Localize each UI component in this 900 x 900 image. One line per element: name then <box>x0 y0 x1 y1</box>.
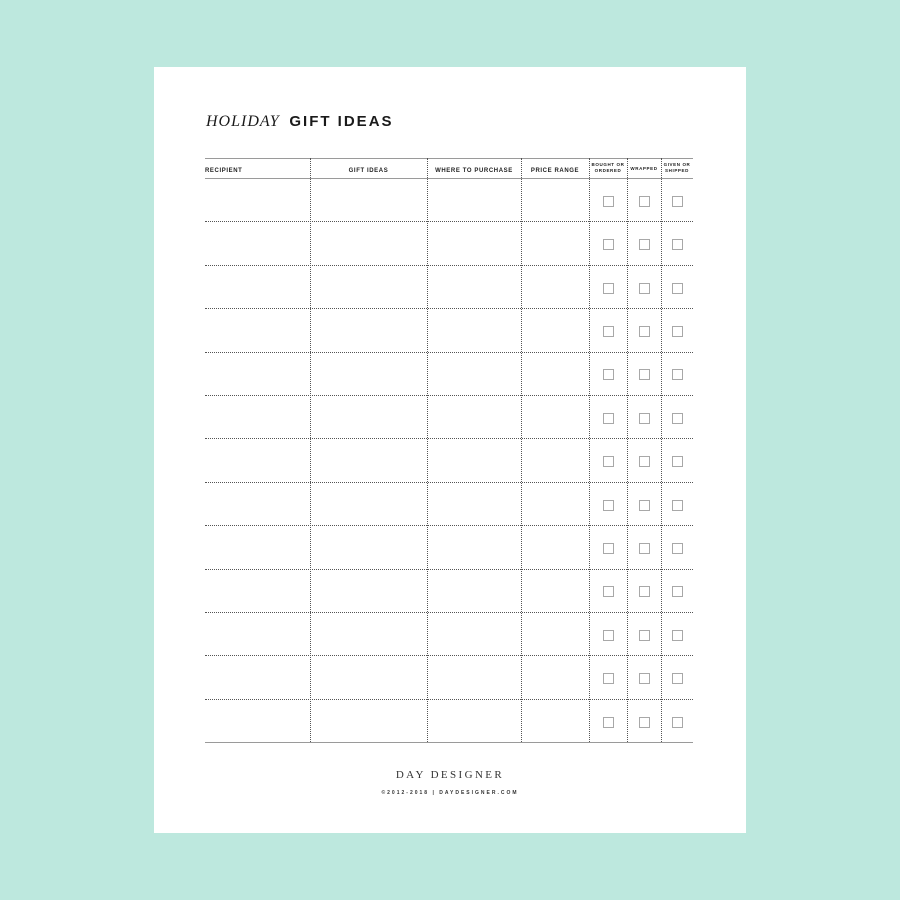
checkbox[interactable] <box>603 369 614 380</box>
checkbox[interactable] <box>639 630 650 641</box>
column-header: WHERE TO PURCHASE <box>435 168 513 174</box>
checkbox[interactable] <box>672 196 683 207</box>
checkbox[interactable] <box>603 586 614 597</box>
checkbox[interactable] <box>639 500 650 511</box>
checkbox[interactable] <box>639 673 650 684</box>
row-divider <box>205 221 693 222</box>
checkbox[interactable] <box>672 586 683 597</box>
gift-table <box>205 158 693 740</box>
copyright-line: ©2012-2018 | DAYDESIGNER.COM <box>381 790 519 796</box>
checkbox[interactable] <box>672 630 683 641</box>
table-bottom-rule <box>205 742 693 743</box>
row-divider <box>205 352 693 353</box>
checkbox[interactable] <box>603 196 614 207</box>
checkbox[interactable] <box>603 456 614 467</box>
header-top-rule <box>205 158 693 159</box>
column-header: RECIPIENT <box>205 168 243 174</box>
checkbox[interactable] <box>672 500 683 511</box>
checkbox[interactable] <box>603 283 614 294</box>
checkbox[interactable] <box>639 717 650 728</box>
checkbox[interactable] <box>603 717 614 728</box>
checkbox[interactable] <box>672 717 683 728</box>
checkbox[interactable] <box>639 413 650 424</box>
row-divider <box>205 265 693 266</box>
checkbox[interactable] <box>672 326 683 337</box>
header-bottom-rule <box>205 178 693 179</box>
checkbox[interactable] <box>603 673 614 684</box>
checkbox[interactable] <box>672 239 683 250</box>
checkbox[interactable] <box>639 543 650 554</box>
column-header: WRAPPED <box>630 166 658 171</box>
title-italic: HOLIDAY <box>206 113 280 130</box>
row-divider <box>205 438 693 439</box>
row-divider <box>205 308 693 309</box>
row-divider <box>205 482 693 483</box>
printable-sheet <box>154 67 746 833</box>
checkbox[interactable] <box>672 543 683 554</box>
checkbox[interactable] <box>672 673 683 684</box>
row-divider <box>205 699 693 700</box>
column-header: GIVEN OR SHIPPED <box>663 162 691 173</box>
row-divider <box>205 395 693 396</box>
row-divider <box>205 569 693 570</box>
checkbox[interactable] <box>672 413 683 424</box>
checkbox[interactable] <box>603 239 614 250</box>
checkbox[interactable] <box>603 413 614 424</box>
checkbox[interactable] <box>639 456 650 467</box>
checkbox[interactable] <box>603 630 614 641</box>
row-divider <box>205 612 693 613</box>
title-bold: GIFT IDEAS <box>289 113 394 130</box>
checkbox[interactable] <box>639 283 650 294</box>
checkbox[interactable] <box>672 456 683 467</box>
checkbox[interactable] <box>603 326 614 337</box>
row-divider <box>205 655 693 656</box>
column-header: GIFT IDEAS <box>348 168 389 174</box>
page-title <box>206 113 394 131</box>
column-header: BOUGHT OR ORDERED <box>591 162 625 173</box>
checkbox[interactable] <box>639 369 650 380</box>
checkbox[interactable] <box>672 369 683 380</box>
checkbox[interactable] <box>672 283 683 294</box>
row-divider <box>205 525 693 526</box>
checkbox[interactable] <box>639 239 650 250</box>
checkbox[interactable] <box>603 500 614 511</box>
brand-logo: DAY DESIGNER <box>395 769 505 781</box>
column-header: PRICE RANGE <box>530 168 580 174</box>
checkbox[interactable] <box>639 196 650 207</box>
checkbox[interactable] <box>639 326 650 337</box>
checkbox[interactable] <box>603 543 614 554</box>
checkbox[interactable] <box>639 586 650 597</box>
